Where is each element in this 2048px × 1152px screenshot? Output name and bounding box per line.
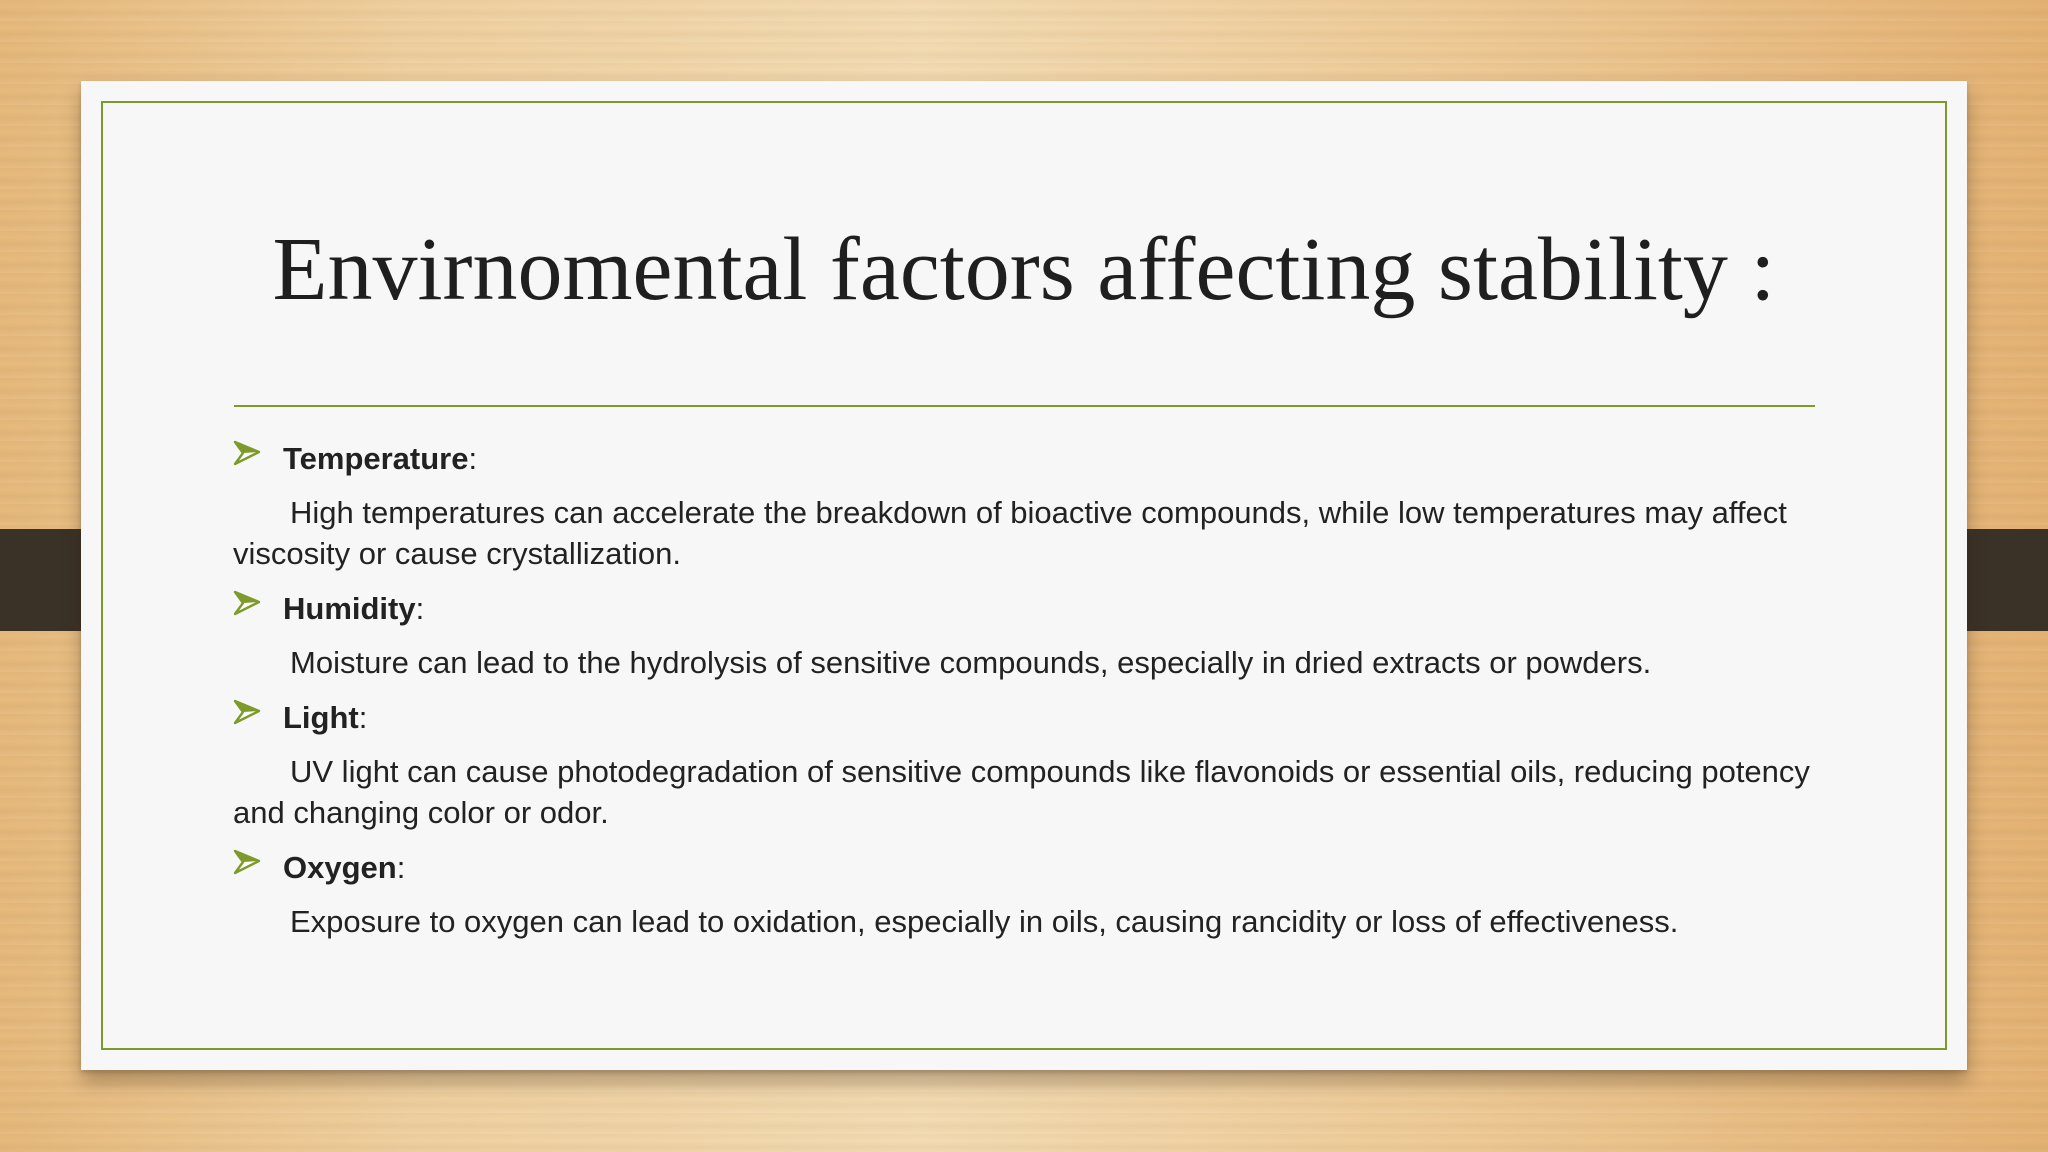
bullet-list (233, 434, 1828, 952)
title-divider (234, 405, 1815, 407)
list-item (233, 434, 1828, 574)
item-term: Temperature (283, 441, 469, 476)
arrowhead-bullet-icon (233, 848, 261, 876)
item-colon: : (396, 850, 406, 885)
arrowhead-bullet-icon (233, 439, 261, 467)
list-item (233, 693, 1828, 833)
item-description: Moisture can lead to the hydrolysis of sensitive compounds, especially in dried extracts or powders. (290, 645, 1652, 680)
arrowhead-bullet-icon (233, 698, 261, 726)
arrowhead-bullet-icon (233, 589, 261, 617)
item-description: Exposure to oxygen can lead to oxidation, especially in oils, causing rancidity or loss of effectiveness. (290, 904, 1679, 939)
item-heading (233, 693, 1828, 743)
item-term: Humidity (283, 591, 416, 626)
item-colon: : (415, 591, 425, 626)
list-item (233, 584, 1828, 683)
item-description: UV light can cause photodegradation of sensitive compounds like flavonoids or essential oils, reducing potency and changing color or odor. (233, 754, 1810, 830)
item-heading (233, 843, 1828, 893)
slide-title: Envirnomental factors affecting stability : (272, 220, 1776, 319)
item-description: High temperatures can accelerate the breakdown of bioactive compounds, while low temperatures may affect viscosity or cause crystallization. (233, 495, 1787, 571)
item-colon: : (358, 700, 368, 735)
list-item (233, 843, 1828, 942)
item-heading (233, 584, 1828, 634)
item-term: Light (283, 700, 359, 735)
item-heading (233, 434, 1828, 484)
item-colon: : (468, 441, 478, 476)
item-term: Oxygen (283, 850, 397, 885)
